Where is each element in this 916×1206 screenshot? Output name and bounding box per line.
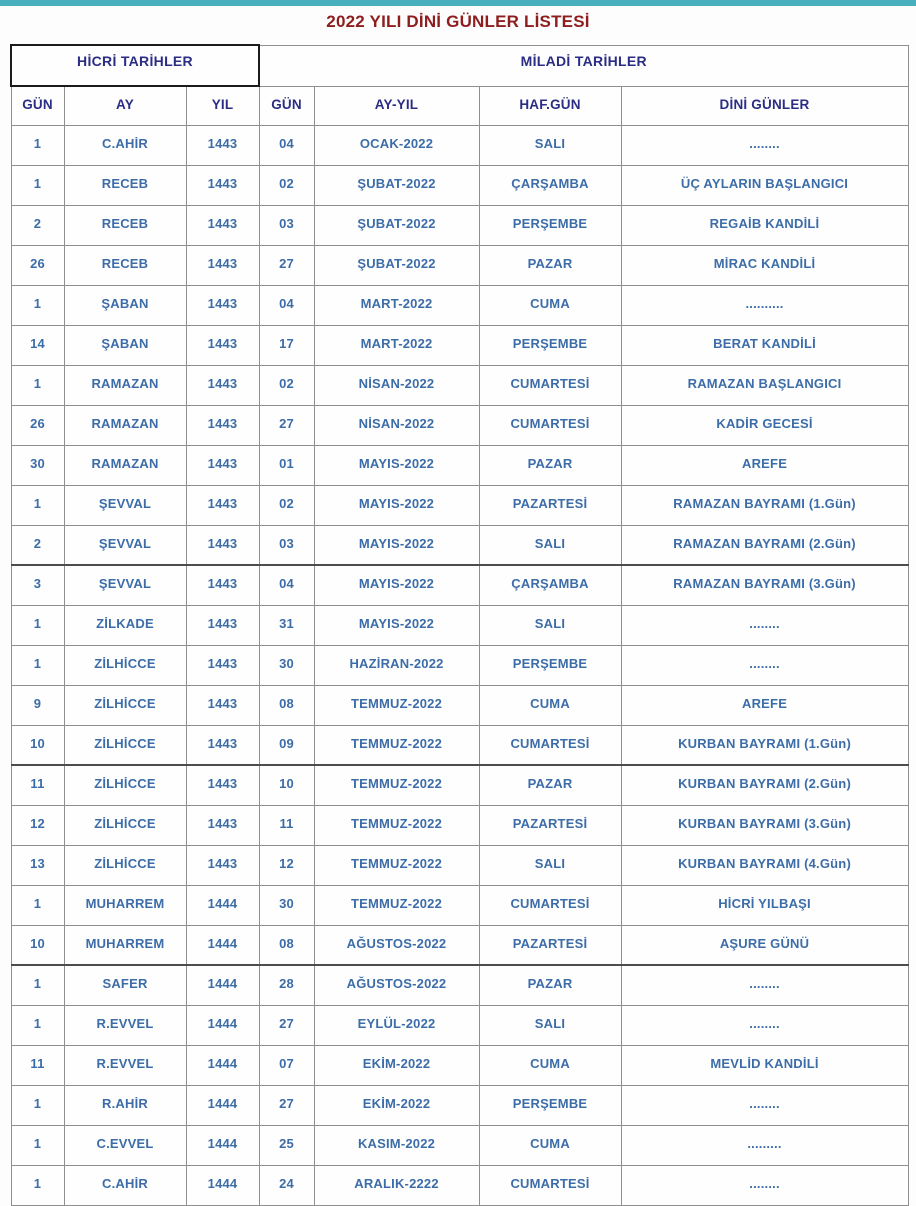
hicri-day-cell: 14 — [11, 325, 64, 365]
miladi-month-year-cell: MAYIS-2022 — [314, 565, 479, 605]
hicri-year-cell: 1443 — [186, 685, 259, 725]
miladi-month-year-cell: MAYIS-2022 — [314, 485, 479, 525]
miladi-day-cell: 10 — [259, 765, 314, 805]
miladi-month-year-cell: EKİM-2022 — [314, 1045, 479, 1085]
miladi-month-year-cell: KASIM-2022 — [314, 1125, 479, 1165]
column-header: GÜN — [11, 86, 64, 125]
hicri-year-cell: 1443 — [186, 765, 259, 805]
miladi-month-year-cell: TEMMUZ-2022 — [314, 845, 479, 885]
weekday-cell: PERŞEMBE — [479, 645, 621, 685]
miladi-day-cell: 30 — [259, 645, 314, 685]
hicri-year-cell: 1443 — [186, 805, 259, 845]
miladi-day-cell: 04 — [259, 125, 314, 165]
miladi-day-cell: 30 — [259, 885, 314, 925]
miladi-day-cell: 27 — [259, 245, 314, 285]
miladi-month-year-cell: MART-2022 — [314, 285, 479, 325]
hicri-year-cell: 1443 — [186, 245, 259, 285]
miladi-day-cell: 02 — [259, 165, 314, 205]
religious-days-table — [10, 44, 909, 1206]
miladi-month-year-cell: NİSAN-2022 — [314, 365, 479, 405]
religious-day-cell: ........ — [621, 1085, 908, 1125]
hicri-month-cell: RAMAZAN — [64, 405, 186, 445]
column-header: GÜN — [259, 86, 314, 125]
weekday-cell: PAZARTESİ — [479, 485, 621, 525]
hicri-month-cell: RECEB — [64, 165, 186, 205]
hicri-month-cell: RAMAZAN — [64, 445, 186, 485]
religious-day-cell: ........ — [621, 645, 908, 685]
miladi-day-cell: 07 — [259, 1045, 314, 1085]
hicri-year-cell: 1443 — [186, 565, 259, 605]
hicri-month-cell: ŞEVVAL — [64, 485, 186, 525]
hicri-month-cell: ZİLHİCCE — [64, 645, 186, 685]
hicri-month-cell: ŞEVVAL — [64, 525, 186, 565]
table-row — [11, 845, 908, 885]
table-row — [11, 405, 908, 445]
hicri-day-cell: 12 — [11, 805, 64, 845]
religious-day-cell: ÜÇ AYLARIN BAŞLANGICI — [621, 165, 908, 205]
table-row — [11, 165, 908, 205]
miladi-day-cell: 01 — [259, 445, 314, 485]
hicri-day-cell: 30 — [11, 445, 64, 485]
religious-day-cell: RAMAZAN BAYRAMI (3.Gün) — [621, 565, 908, 605]
weekday-cell: SALI — [479, 125, 621, 165]
table-row — [11, 245, 908, 285]
religious-day-cell: KURBAN BAYRAMI (2.Gün) — [621, 765, 908, 805]
weekday-cell: PAZAR — [479, 245, 621, 285]
miladi-month-year-cell: TEMMUZ-2022 — [314, 725, 479, 765]
table-row — [11, 1085, 908, 1125]
table-row — [11, 125, 908, 165]
weekday-cell: SALI — [479, 1005, 621, 1045]
hicri-month-cell: RECEB — [64, 205, 186, 245]
weekday-cell: CUMARTESİ — [479, 1165, 621, 1205]
table-row — [11, 565, 908, 605]
religious-day-cell: BERAT KANDİLİ — [621, 325, 908, 365]
hicri-day-cell: 1 — [11, 1085, 64, 1125]
hicri-day-cell: 1 — [11, 285, 64, 325]
hicri-month-cell: MUHARREM — [64, 885, 186, 925]
hicri-year-cell: 1443 — [186, 285, 259, 325]
hicri-year-cell: 1443 — [186, 645, 259, 685]
religious-day-cell: RAMAZAN BAYRAMI (2.Gün) — [621, 525, 908, 565]
religious-day-cell: RAMAZAN BAYRAMI (1.Gün) — [621, 485, 908, 525]
hicri-day-cell: 1 — [11, 885, 64, 925]
weekday-cell: CUMARTESİ — [479, 885, 621, 925]
hicri-day-cell: 1 — [11, 605, 64, 645]
weekday-cell: SALI — [479, 605, 621, 645]
miladi-day-cell: 08 — [259, 925, 314, 965]
hicri-month-cell: RAMAZAN — [64, 365, 186, 405]
hicri-day-cell: 1 — [11, 365, 64, 405]
miladi-month-year-cell: MAYIS-2022 — [314, 445, 479, 485]
miladi-month-year-cell: HAZİRAN-2022 — [314, 645, 479, 685]
religious-day-cell: .......... — [621, 285, 908, 325]
table-row — [11, 445, 908, 485]
miladi-group-header: MİLADİ TARİHLER — [259, 45, 908, 86]
hicri-year-cell: 1444 — [186, 885, 259, 925]
hicri-day-cell: 26 — [11, 405, 64, 445]
miladi-month-year-cell: OCAK-2022 — [314, 125, 479, 165]
hicri-month-cell: ZİLHİCCE — [64, 845, 186, 885]
table-row — [11, 485, 908, 525]
hicri-month-cell: R.EVVEL — [64, 1005, 186, 1045]
miladi-day-cell: 27 — [259, 1005, 314, 1045]
hicri-month-cell: ZİLHİCCE — [64, 725, 186, 765]
miladi-day-cell: 02 — [259, 485, 314, 525]
hicri-month-cell: SAFER — [64, 965, 186, 1005]
column-header: AY — [64, 86, 186, 125]
hicri-group-header: HİCRİ TARİHLER — [11, 45, 259, 86]
religious-day-cell: ........ — [621, 965, 908, 1005]
weekday-cell: CUMA — [479, 685, 621, 725]
table-row — [11, 965, 908, 1005]
hicri-month-cell: C.EVVEL — [64, 1125, 186, 1165]
religious-day-cell: ........ — [621, 1165, 908, 1205]
column-header: YIL — [186, 86, 259, 125]
weekday-cell: PERŞEMBE — [479, 325, 621, 365]
hicri-day-cell: 1 — [11, 125, 64, 165]
weekday-cell: CUMA — [479, 1125, 621, 1165]
hicri-year-cell: 1444 — [186, 1125, 259, 1165]
weekday-cell: PAZARTESİ — [479, 805, 621, 845]
miladi-month-year-cell: TEMMUZ-2022 — [314, 885, 479, 925]
religious-day-cell: ........ — [621, 605, 908, 645]
table-row — [11, 1125, 908, 1165]
religious-day-cell: HİCRİ YILBAŞI — [621, 885, 908, 925]
hicri-month-cell: C.AHİR — [64, 1165, 186, 1205]
table-row — [11, 525, 908, 565]
religious-day-cell: KURBAN BAYRAMI (4.Gün) — [621, 845, 908, 885]
miladi-day-cell: 27 — [259, 405, 314, 445]
religious-day-cell: AŞURE GÜNÜ — [621, 925, 908, 965]
miladi-month-year-cell: AĞUSTOS-2022 — [314, 965, 479, 1005]
table-row — [11, 1005, 908, 1045]
weekday-cell: PAZAR — [479, 965, 621, 1005]
miladi-day-cell: 09 — [259, 725, 314, 765]
hicri-day-cell: 9 — [11, 685, 64, 725]
hicri-year-cell: 1443 — [186, 485, 259, 525]
hicri-year-cell: 1443 — [186, 405, 259, 445]
miladi-month-year-cell: ŞUBAT-2022 — [314, 165, 479, 205]
hicri-year-cell: 1443 — [186, 365, 259, 405]
miladi-month-year-cell: MART-2022 — [314, 325, 479, 365]
weekday-cell: CUMARTESİ — [479, 725, 621, 765]
hicri-month-cell: RECEB — [64, 245, 186, 285]
hicri-day-cell: 10 — [11, 925, 64, 965]
miladi-day-cell: 02 — [259, 365, 314, 405]
hicri-year-cell: 1443 — [186, 445, 259, 485]
religious-day-cell: REGAİB KANDİLİ — [621, 205, 908, 245]
miladi-month-year-cell: ŞUBAT-2022 — [314, 245, 479, 285]
column-header-row — [11, 86, 908, 125]
religious-day-cell: ........ — [621, 1005, 908, 1045]
weekday-cell: CUMA — [479, 1045, 621, 1085]
table-row — [11, 605, 908, 645]
weekday-cell: ÇARŞAMBA — [479, 565, 621, 605]
miladi-day-cell: 08 — [259, 685, 314, 725]
table-row — [11, 925, 908, 965]
hicri-year-cell: 1443 — [186, 325, 259, 365]
miladi-month-year-cell: TEMMUZ-2022 — [314, 805, 479, 845]
religious-day-cell: KURBAN BAYRAMI (3.Gün) — [621, 805, 908, 845]
hicri-month-cell: ZİLKADE — [64, 605, 186, 645]
weekday-cell: ÇARŞAMBA — [479, 165, 621, 205]
weekday-cell: PERŞEMBE — [479, 1085, 621, 1125]
religious-day-cell: ......... — [621, 1125, 908, 1165]
hicri-day-cell: 1 — [11, 485, 64, 525]
religious-day-cell: KURBAN BAYRAMI (1.Gün) — [621, 725, 908, 765]
miladi-day-cell: 17 — [259, 325, 314, 365]
miladi-month-year-cell: MAYIS-2022 — [314, 605, 479, 645]
miladi-day-cell: 11 — [259, 805, 314, 845]
miladi-month-year-cell: ŞUBAT-2022 — [314, 205, 479, 245]
hicri-month-cell: C.AHİR — [64, 125, 186, 165]
hicri-month-cell: ZİLHİCCE — [64, 805, 186, 845]
hicri-day-cell: 26 — [11, 245, 64, 285]
hicri-year-cell: 1443 — [186, 205, 259, 245]
miladi-day-cell: 04 — [259, 285, 314, 325]
miladi-day-cell: 12 — [259, 845, 314, 885]
religious-day-cell: RAMAZAN BAŞLANGICI — [621, 365, 908, 405]
hicri-day-cell: 1 — [11, 1165, 64, 1205]
religious-day-cell: MİRAC KANDİLİ — [621, 245, 908, 285]
hicri-day-cell: 11 — [11, 1045, 64, 1085]
weekday-cell: SALI — [479, 845, 621, 885]
hicri-day-cell: 1 — [11, 1005, 64, 1045]
miladi-month-year-cell: NİSAN-2022 — [314, 405, 479, 445]
miladi-day-cell: 28 — [259, 965, 314, 1005]
miladi-month-year-cell: TEMMUZ-2022 — [314, 765, 479, 805]
religious-day-cell: AREFE — [621, 685, 908, 725]
weekday-cell: PAZAR — [479, 765, 621, 805]
table-row — [11, 765, 908, 805]
religious-day-cell: AREFE — [621, 445, 908, 485]
table-row — [11, 805, 908, 845]
table-row — [11, 285, 908, 325]
hicri-year-cell: 1443 — [186, 165, 259, 205]
hicri-month-cell: ŞABAN — [64, 325, 186, 365]
miladi-day-cell: 03 — [259, 525, 314, 565]
hicri-year-cell: 1444 — [186, 965, 259, 1005]
weekday-cell: SALI — [479, 525, 621, 565]
hicri-month-cell: ZİLHİCCE — [64, 685, 186, 725]
table-row — [11, 1165, 908, 1205]
hicri-year-cell: 1443 — [186, 845, 259, 885]
column-header: AY-YIL — [314, 86, 479, 125]
table-row — [11, 645, 908, 685]
miladi-day-cell: 04 — [259, 565, 314, 605]
hicri-year-cell: 1444 — [186, 1085, 259, 1125]
hicri-day-cell: 13 — [11, 845, 64, 885]
hicri-year-cell: 1444 — [186, 1005, 259, 1045]
miladi-month-year-cell: MAYIS-2022 — [314, 525, 479, 565]
hicri-day-cell: 1 — [11, 165, 64, 205]
table-row — [11, 885, 908, 925]
miladi-month-year-cell: EYLÜL-2022 — [314, 1005, 479, 1045]
weekday-cell: CUMA — [479, 285, 621, 325]
table-row — [11, 725, 908, 765]
hicri-day-cell: 2 — [11, 525, 64, 565]
hicri-month-cell: R.EVVEL — [64, 1045, 186, 1085]
hicri-month-cell: ZİLHİCCE — [64, 765, 186, 805]
hicri-year-cell: 1444 — [186, 1165, 259, 1205]
hicri-year-cell: 1443 — [186, 605, 259, 645]
miladi-day-cell: 31 — [259, 605, 314, 645]
miladi-month-year-cell: TEMMUZ-2022 — [314, 685, 479, 725]
table-row — [11, 325, 908, 365]
hicri-month-cell: R.AHİR — [64, 1085, 186, 1125]
weekday-cell: CUMARTESİ — [479, 365, 621, 405]
religious-day-cell: MEVLİD KANDİLİ — [621, 1045, 908, 1085]
page-title: 2022 YILI DİNİ GÜNLER LİSTESİ — [326, 12, 590, 31]
top-accent-bar — [0, 0, 916, 6]
hicri-year-cell: 1444 — [186, 925, 259, 965]
hicri-day-cell: 10 — [11, 725, 64, 765]
miladi-day-cell: 27 — [259, 1085, 314, 1125]
group-header-row — [11, 45, 908, 86]
miladi-month-year-cell: AĞUSTOS-2022 — [314, 925, 479, 965]
column-header: DİNİ GÜNLER — [621, 86, 908, 125]
hicri-year-cell: 1443 — [186, 125, 259, 165]
weekday-cell: CUMARTESİ — [479, 405, 621, 445]
miladi-month-year-cell: EKİM-2022 — [314, 1085, 479, 1125]
hicri-day-cell: 1 — [11, 965, 64, 1005]
hicri-day-cell: 1 — [11, 1125, 64, 1165]
table-row — [11, 685, 908, 725]
hicri-day-cell: 1 — [11, 645, 64, 685]
miladi-day-cell: 25 — [259, 1125, 314, 1165]
miladi-day-cell: 24 — [259, 1165, 314, 1205]
hicri-year-cell: 1443 — [186, 725, 259, 765]
hicri-year-cell: 1443 — [186, 525, 259, 565]
weekday-cell: PAZAR — [479, 445, 621, 485]
hicri-month-cell: ŞEVVAL — [64, 565, 186, 605]
hicri-day-cell: 2 — [11, 205, 64, 245]
miladi-day-cell: 03 — [259, 205, 314, 245]
religious-day-cell: ........ — [621, 125, 908, 165]
hicri-year-cell: 1444 — [186, 1045, 259, 1085]
table-row — [11, 205, 908, 245]
miladi-month-year-cell: ARALIK-2222 — [314, 1165, 479, 1205]
table-row — [11, 1045, 908, 1085]
table-row — [11, 365, 908, 405]
hicri-month-cell: MUHARREM — [64, 925, 186, 965]
column-header: HAF.GÜN — [479, 86, 621, 125]
hicri-day-cell: 11 — [11, 765, 64, 805]
weekday-cell: PERŞEMBE — [479, 205, 621, 245]
religious-day-cell: KADİR GECESİ — [621, 405, 908, 445]
hicri-day-cell: 3 — [11, 565, 64, 605]
weekday-cell: PAZARTESİ — [479, 925, 621, 965]
hicri-month-cell: ŞABAN — [64, 285, 186, 325]
